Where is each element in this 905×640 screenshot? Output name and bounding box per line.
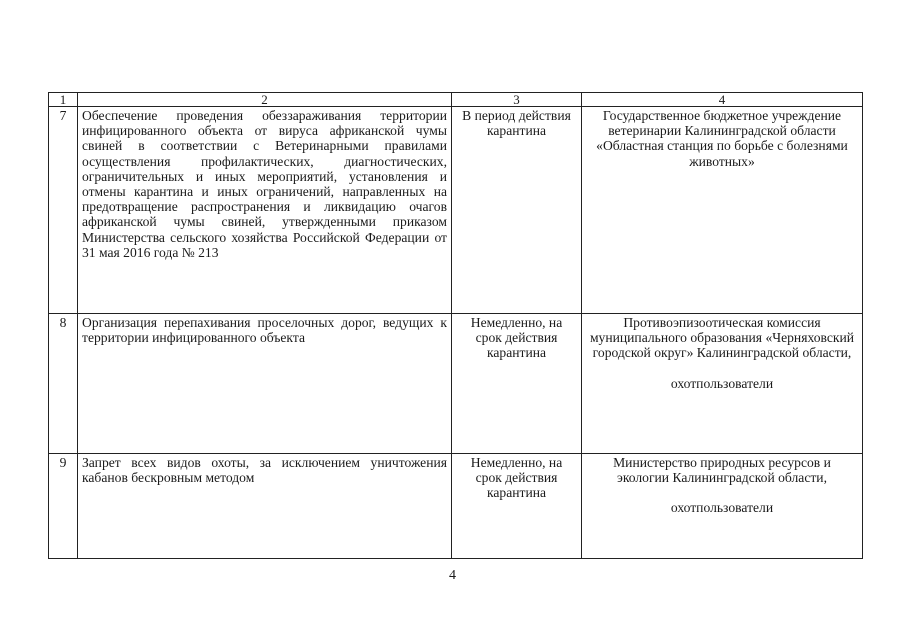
header-col-4: 4 <box>582 93 863 107</box>
spacer <box>586 485 858 500</box>
responsible-party <box>582 454 863 559</box>
responsible-main: Министерство природных ресурсов и экологии Калининградской области, <box>613 455 831 486</box>
header-col-2: 2 <box>78 93 452 107</box>
page-number: 4 <box>449 568 456 583</box>
measure-description: Обеспечение проведения обеззараживания территории инфицированного объекта от вируса африканской чумы свиней в соответствии с Ветеринарными правилами осуществления профилактических, диагностических, ограничительных и иных мероприятий, установления и отмены карантина и иных ограничений, направленных на предотвращение распространения и ликвидацию очагов африканской чумы свиней, утвержденными приказом Министерства сельского хозяйства Российской Федерации от 31 мая 2016 года № 213 <box>78 107 452 314</box>
measure-description: Запрет всех видов охоты, за исключением уничтожения кабанов бескровным методом <box>78 454 452 559</box>
measure-term: В период действия карантина <box>452 107 582 314</box>
measures-table <box>48 92 863 559</box>
row-number: 9 <box>49 454 78 559</box>
row-number: 8 <box>49 314 78 454</box>
table-row <box>49 454 863 559</box>
measure-term: Немедленно, на срок действия карантина <box>452 314 582 454</box>
row-number: 7 <box>49 107 78 314</box>
responsible-party <box>582 314 863 454</box>
table-header-row <box>49 93 863 107</box>
measure-description: Организация перепахивания проселочных дорог, ведущих к территории инфицированного объекта <box>78 314 452 454</box>
table-row <box>49 107 863 314</box>
responsible-main: Государственное бюджетное учреждение ветеринарии Калининградской области «Областная станция по борьбе с болезнями животных» <box>596 108 848 169</box>
spacer <box>586 361 858 376</box>
table-row <box>49 314 863 454</box>
header-col-3: 3 <box>452 93 582 107</box>
responsible-extra: охотпользователи <box>670 375 774 391</box>
responsible-extra: охотпользователи <box>670 500 774 516</box>
responsible-main: Противоэпизоотическая комиссия муниципального образования «Черняховский городской округ» Калининградской области, <box>589 315 855 361</box>
header-col-1: 1 <box>49 93 78 107</box>
responsible-party <box>582 107 863 314</box>
measure-term: Немедленно, на срок действия карантина <box>452 454 582 559</box>
